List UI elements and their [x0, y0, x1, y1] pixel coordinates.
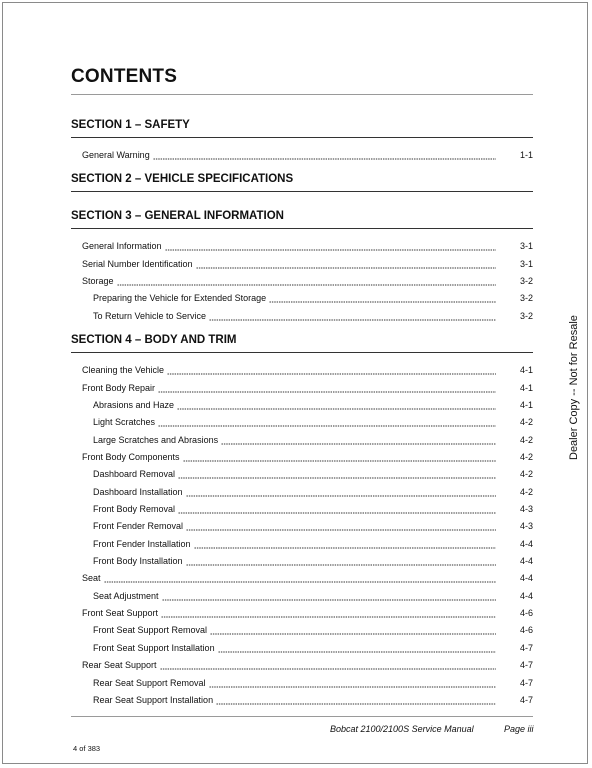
toc-entry-page: 4-1	[519, 400, 533, 410]
toc-entry-label: Front Body Repair	[82, 383, 156, 393]
toc-entry-page: 4-1	[519, 365, 533, 375]
toc-entry-page: 4-7	[519, 660, 533, 670]
dot-leader	[162, 593, 496, 601]
section-heading-2: SECTION 2 – VEHICLE SPECIFICATIONS	[71, 173, 294, 185]
toc-entry[interactable]	[82, 274, 533, 286]
dot-leader	[167, 367, 496, 375]
dot-leader	[194, 541, 496, 549]
toc-entry-label: Storage	[82, 276, 114, 286]
toc-entry-label: Front Seat Support Installation	[93, 643, 215, 653]
toc-subentry[interactable]	[93, 537, 533, 549]
dot-leader	[153, 152, 496, 160]
toc-subentry[interactable]	[93, 554, 533, 566]
toc-entry-page: 4-7	[519, 695, 533, 705]
section-divider-4	[71, 352, 533, 353]
toc-entry[interactable]	[82, 257, 533, 269]
toc-subentry[interactable]	[93, 502, 533, 514]
toc-entry[interactable]	[82, 381, 533, 393]
title-divider	[71, 94, 533, 95]
dot-leader	[216, 697, 496, 705]
page-count: 4 of 383	[73, 744, 101, 753]
toc-subentry[interactable]	[93, 693, 533, 705]
toc-entry-page: 4-4	[519, 556, 533, 566]
toc-entry-label: Large Scratches and Abrasions	[93, 435, 219, 445]
dot-leader	[104, 575, 496, 583]
dot-leader	[158, 419, 496, 427]
toc-entry-page: 4-3	[519, 504, 533, 514]
dot-leader	[158, 385, 496, 393]
toc-entry-label: Rear Seat Support Installation	[93, 695, 214, 705]
toc-entry-label: Serial Number Identification	[82, 259, 193, 269]
footer-divider	[71, 716, 533, 717]
section-divider-3	[71, 228, 533, 229]
dot-leader	[221, 437, 496, 445]
dot-leader	[196, 261, 496, 269]
toc-entry[interactable]	[82, 606, 533, 618]
dot-leader	[186, 558, 496, 566]
dot-leader	[178, 506, 496, 514]
toc-entry-label: Front Seat Support Removal	[93, 625, 208, 635]
toc-entry-page: 4-4	[519, 573, 533, 583]
toc-entry-label: Rear Seat Support Removal	[93, 678, 206, 688]
toc-entry-page: 4-7	[519, 678, 533, 688]
toc-subentry[interactable]	[93, 519, 533, 531]
footer-page-number: Page iii	[504, 724, 534, 734]
toc-subentry[interactable]	[93, 485, 533, 497]
toc-entry-label: Abrasions and Haze	[93, 400, 175, 410]
toc-entry-label: Preparing the Vehicle for Extended Storage	[93, 293, 267, 303]
toc-entry-page: 4-3	[519, 521, 533, 531]
toc-entry-label: Front Body Installation	[93, 556, 183, 566]
toc-entry-page: 4-6	[519, 608, 533, 618]
toc-entry-page: 3-2	[519, 311, 533, 321]
toc-subentry[interactable]	[93, 623, 533, 635]
toc-entry-page: 3-1	[519, 259, 533, 269]
toc-entry[interactable]	[82, 148, 533, 160]
toc-entry-label: To Return Vehicle to Service	[93, 311, 207, 321]
toc-entry-page: 4-2	[519, 469, 533, 479]
toc-entry-page: 4-6	[519, 625, 533, 635]
section-heading-3: SECTION 3 – GENERAL INFORMATION	[71, 210, 284, 222]
toc-entry[interactable]	[82, 239, 533, 251]
toc-subentry[interactable]	[93, 433, 533, 445]
toc-entry-page: 3-2	[519, 293, 533, 303]
dot-leader	[186, 523, 496, 531]
toc-entry-label: Front Seat Support	[82, 608, 159, 618]
toc-entry-page: 4-2	[519, 417, 533, 427]
dot-leader	[178, 471, 496, 479]
toc-subentry[interactable]	[93, 676, 533, 688]
dealer-copy-note: Dealer Copy -- Not for Resale	[568, 315, 580, 460]
toc-entry-label: Seat	[82, 573, 101, 583]
toc-entry[interactable]	[82, 450, 533, 462]
toc-entry-page: 3-1	[519, 241, 533, 251]
toc-subentry[interactable]	[93, 641, 533, 653]
section-divider-1	[71, 137, 533, 138]
dot-leader	[210, 627, 496, 635]
dot-leader	[209, 313, 496, 321]
toc-entry-page: 4-4	[519, 539, 533, 549]
toc-entry-page: 4-1	[519, 383, 533, 393]
toc-entry-page: 4-2	[519, 452, 533, 462]
toc-subentry[interactable]	[93, 467, 533, 479]
toc-entry-page: 3-2	[519, 276, 533, 286]
toc-entry[interactable]	[82, 571, 533, 583]
toc-entry-page: 4-2	[519, 435, 533, 445]
dot-leader	[177, 402, 496, 410]
toc-entry-label: Front Body Removal	[93, 504, 176, 514]
toc-entry-label: Front Body Components	[82, 452, 180, 462]
toc-entry-label: Light Scratches	[93, 417, 156, 427]
dot-leader	[218, 645, 496, 653]
toc-entry-page: 4-7	[519, 643, 533, 653]
dot-leader	[117, 278, 496, 286]
toc-subentry[interactable]	[93, 415, 533, 427]
section-divider-2	[71, 191, 533, 192]
toc-entry[interactable]	[82, 658, 533, 670]
toc-subentry[interactable]	[93, 309, 533, 321]
dot-leader	[161, 610, 496, 618]
toc-entry-label: General Warning	[82, 150, 150, 160]
dot-leader	[165, 243, 496, 251]
section-heading-1: SECTION 1 – SAFETY	[71, 119, 190, 131]
toc-entry-page: 4-4	[519, 591, 533, 601]
toc-entry[interactable]	[82, 363, 533, 375]
dot-leader	[209, 680, 496, 688]
toc-entry-label: Front Fender Installation	[93, 539, 191, 549]
dot-leader	[186, 489, 496, 497]
dot-leader	[160, 662, 496, 670]
toc-entry-label: General Information	[82, 241, 162, 251]
dot-leader	[183, 454, 496, 462]
dot-leader	[269, 295, 496, 303]
page-title: CONTENTS	[71, 66, 178, 87]
toc-subentry[interactable]	[93, 291, 533, 303]
footer-manual-title: Bobcat 2100/2100S Service Manual	[330, 724, 474, 734]
toc-entry-label: Dashboard Installation	[93, 487, 183, 497]
section-heading-4: SECTION 4 – BODY AND TRIM	[71, 334, 237, 346]
toc-entry-label: Front Fender Removal	[93, 521, 184, 531]
toc-entry-label: Dashboard Removal	[93, 469, 176, 479]
toc-subentry[interactable]	[93, 398, 533, 410]
toc-entry-label: Rear Seat Support	[82, 660, 157, 670]
toc-entry-label: Seat Adjustment	[93, 591, 159, 601]
toc-entry-page: 4-2	[519, 487, 533, 497]
toc-entry-label: Cleaning the Vehicle	[82, 365, 165, 375]
toc-subentry[interactable]	[93, 589, 533, 601]
toc-entry-page: 1-1	[519, 150, 533, 160]
